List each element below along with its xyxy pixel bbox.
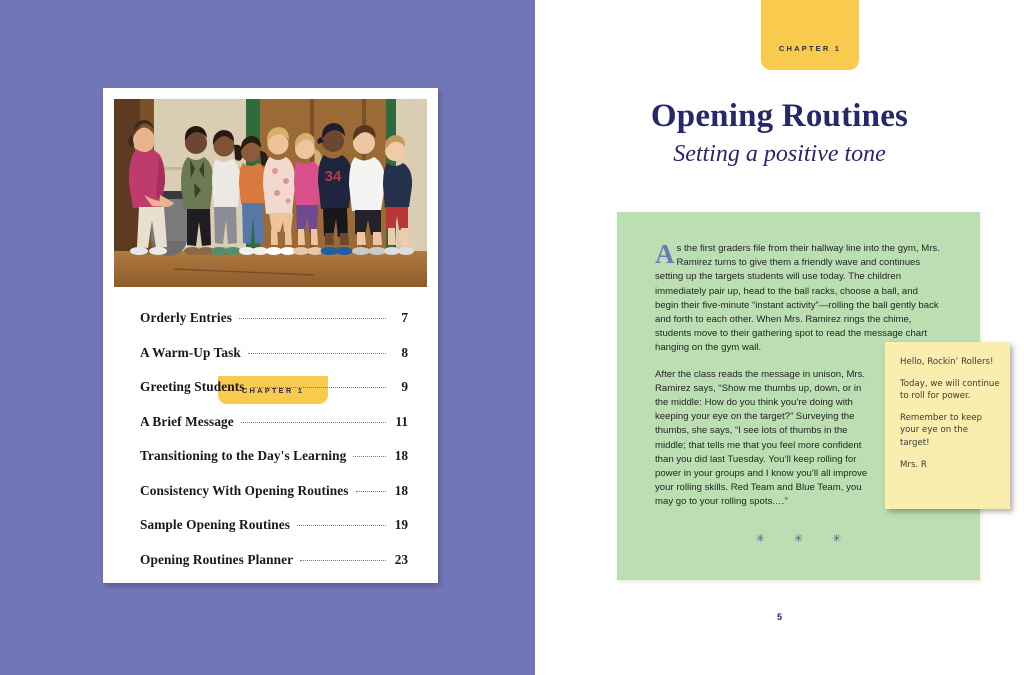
chapter-tab-left-label: CHAPTER 1: [241, 385, 305, 395]
page-title: Opening Routines: [650, 98, 909, 134]
toc-row[interactable]: [140, 552, 408, 568]
toc-entry-page: 11: [395, 413, 408, 429]
toc-entry-title: A Brief Message: [140, 413, 234, 429]
toc-row[interactable]: [140, 345, 408, 361]
toc-entry-page: 9: [401, 379, 408, 394]
toc-row[interactable]: [140, 448, 408, 464]
toc-entry-title: Transitioning to the Day's Learning: [140, 448, 347, 463]
toc-row[interactable]: [140, 379, 408, 395]
svg-text:34: 34: [324, 168, 342, 185]
toc-entry-title: Opening Routines Planner: [140, 551, 294, 567]
chapter-tab-right-label: CHAPTER 1: [778, 44, 842, 53]
toc-entry-title: A Warm-Up Task: [140, 344, 241, 360]
toc-row[interactable]: [140, 414, 408, 430]
right-page: [535, 0, 1024, 675]
toc-dot-leader: [241, 422, 386, 423]
vignette-paragraph-1: [655, 239, 942, 356]
sticky-note-line-4: Mrs. R: [900, 459, 927, 470]
toc-entry-page: 23: [394, 551, 408, 567]
vignette-paragraph-1-text: s the first graders file from their hallway line into the gym, Mrs. Ramirez turns to give them a friendly wave and continues setting up the targets students will use today. The children immediately pair up, head to the ball racks, choose a ball, and begin their five-minute “instant activity”—rolling the ball gently back and forth to each other. When Mrs. Ramirez rings the chime, students move to their gathering spot to read the message chart hanging on the gym wall.: [655, 243, 940, 354]
toc-entry-page: 19: [394, 517, 408, 532]
gym-line-photo: [114, 99, 427, 287]
toc-dot-leader: [353, 456, 386, 457]
toc-entry-page: 8: [401, 344, 408, 360]
toc-entry-title: Greeting Students: [140, 379, 245, 394]
sticky-note-text: [900, 356, 1000, 471]
page-subtitle: Setting a positive tone: [673, 141, 886, 167]
toc-entry-page: 18: [394, 448, 408, 463]
chapter-tab-right: [761, 0, 859, 70]
vignette-paragraph-2: After the class reads the message in unison, Mrs. Ramirez says, “Show me thumbs up, down, or in the middle: How do you think you’re doing with keeping your eye on the target?” Surveying the thumbs, she says, “I see lots of thumbs in the middle; that tells me that you feel more confident than you did last Tuesday. You’ll keep rolling for power in your groups and I know you’ll all improve your rolling skills. Red Team and Blue Team, you may go to your rolling spots.…”: [655, 368, 868, 508]
toc-dot-leader: [300, 560, 386, 561]
toc-dot-leader: [356, 491, 386, 492]
toc-row[interactable]: [140, 310, 408, 326]
gym-photo-illustration: [114, 99, 427, 287]
page-number: 5: [776, 612, 782, 622]
toc-row[interactable]: [140, 517, 408, 533]
sticky-note-line-1: Hello, Rockin’ Rollers!: [900, 357, 994, 367]
toc-dot-leader: [239, 318, 386, 319]
table-of-contents: [140, 310, 408, 586]
toc-entry-page: 7: [401, 310, 408, 325]
sticky-note-line-3: Remember to keep your eye on the target!: [900, 412, 982, 448]
sticky-note-line-2: Today, we will continue to roll for power.: [900, 378, 1000, 402]
toc-dot-leader: [248, 353, 386, 354]
title-block: [535, 100, 1024, 166]
toc-dot-leader: [297, 525, 386, 526]
sticky-note: [885, 342, 1010, 509]
dingbat-divider: ✳ ✳ ✳: [755, 533, 855, 545]
toc-entry-page: 18: [394, 482, 408, 498]
toc-entry-title: Consistency With Opening Routines: [140, 482, 349, 498]
toc-row[interactable]: [140, 483, 408, 499]
drop-cap: A: [655, 239, 675, 269]
toc-dot-leader: [252, 387, 386, 388]
toc-card: [103, 88, 438, 583]
toc-entry-title: Sample Opening Routines: [140, 517, 291, 532]
toc-entry-title: Orderly Entries: [140, 310, 232, 325]
